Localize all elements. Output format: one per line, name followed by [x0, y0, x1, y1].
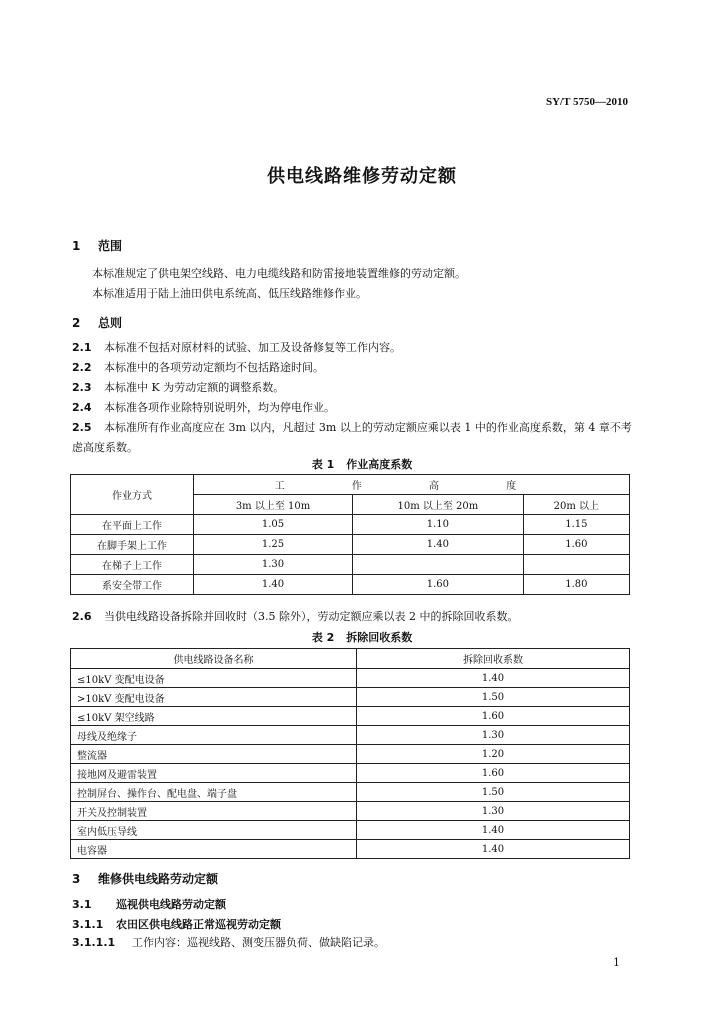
row-value: 1.10 [353, 515, 524, 535]
table-row [71, 575, 630, 595]
table-row [71, 764, 630, 783]
section-title: 总则 [98, 316, 123, 330]
row-device-name: ≤10kV 架空线路 [71, 707, 357, 726]
clause-text: 本标准各项作业除特别说明外，均为停电作业。 [104, 401, 335, 414]
row-value: 1.40 [353, 535, 524, 555]
clause-2-4 [72, 398, 632, 418]
row-coefficient: 1.20 [357, 745, 630, 764]
clause-2-6 [72, 607, 632, 627]
row-coefficient: 1.50 [357, 783, 630, 802]
clause-text: 当供电线路设备拆除并回收时（3.5 除外），劳动定额应乘以表 2 中的拆除回收系数。 [104, 610, 519, 623]
table-row [71, 535, 630, 555]
table-2-caption [0, 629, 724, 645]
subsection-number: 3.1.1 [72, 918, 104, 931]
row-device-name: 室内低压导线 [71, 821, 357, 840]
row-coefficient: 1.60 [357, 764, 630, 783]
row-value: 1.05 [194, 515, 353, 535]
table-row [71, 783, 630, 802]
row-method: 在梯子上工作 [71, 555, 194, 575]
row-coefficient: 1.30 [357, 726, 630, 745]
row-coefficient: 1.30 [357, 802, 630, 821]
table-2-removal-coefficients [70, 648, 630, 859]
header-height: 工 作 高 度 [194, 475, 630, 495]
clause-text: 本标准中 K 为劳动定额的调整系数。 [104, 381, 285, 394]
row-coefficient: 1.60 [357, 707, 630, 726]
caption-number: 表 2 [311, 631, 335, 644]
section-2-heading [72, 314, 122, 331]
row-device-name: 整流器 [71, 745, 357, 764]
header-method: 作业方式 [71, 475, 194, 515]
section-1-para-2: 本标准适用于陆上油田供电系统高、低压线路维修作业。 [92, 287, 367, 300]
section-number: 3 [72, 872, 81, 886]
clause-text: 本标准不包括对原材料的试验、加工及设备修复等工作内容。 [104, 341, 401, 354]
clause-2-2 [72, 358, 632, 378]
table-row [71, 515, 630, 535]
row-value: 1.15 [523, 515, 629, 535]
standard-code: SY/T 5750—2010 [545, 96, 628, 108]
table-row [71, 688, 630, 707]
section-1-para-1: 本标准规定了供电架空线路、电力电缆线路和防雷接地装置维修的劳动定额。 [92, 267, 466, 280]
table-row [71, 802, 630, 821]
row-value: 1.60 [523, 535, 629, 555]
table-header-row [71, 475, 630, 495]
subsection-3-1 [72, 896, 226, 912]
section-1-heading [72, 237, 122, 254]
row-device-name: 开关及控制装置 [71, 802, 357, 821]
clause-number: 2.4 [72, 401, 92, 414]
row-coefficient: 1.40 [357, 669, 630, 688]
subsection-title: 巡视供电线路劳动定额 [116, 898, 226, 911]
row-value [353, 555, 524, 575]
clause-text: 本标准中的各项劳动定额均不包括路途时间。 [104, 361, 324, 374]
clause-number: 2.2 [72, 361, 92, 374]
clause-2-1 [72, 338, 632, 358]
clause-number: 2.1 [72, 341, 92, 354]
table-row [71, 840, 630, 859]
clause-2-5 [72, 418, 632, 458]
clause-3-1-1-1 [72, 933, 632, 953]
header-device-name: 供电线路设备名称 [71, 649, 357, 669]
table-header-row [71, 649, 630, 669]
row-value: 1.30 [194, 555, 353, 575]
row-device-name: 接地网及避雷装置 [71, 764, 357, 783]
table-row [71, 726, 630, 745]
table-row [71, 707, 630, 726]
table-row [71, 821, 630, 840]
table-1-height-coefficients [70, 474, 630, 595]
row-device-name: >10kV 变配电设备 [71, 688, 357, 707]
section-number: 2 [72, 316, 81, 330]
clause-number: 3.1.1.1 [72, 936, 116, 949]
document-title: 供电线路维修劳动定额 [267, 166, 457, 187]
caption-number: 表 1 [311, 458, 335, 471]
clause-text: 工作内容：巡视线路、测变压器负荷、做缺陷记录。 [132, 936, 385, 949]
row-coefficient: 1.40 [357, 840, 630, 859]
subheader-col-2: 10m 以上至 20m [353, 495, 524, 515]
clause-text: 本标准所有作业高度应在 3m 以内，凡超过 3m 以上的劳动定额应乘以表 1 中的作业高度系数，第 4 章不考虑高度系数。 [72, 421, 632, 454]
row-coefficient: 1.40 [357, 821, 630, 840]
table-row [71, 745, 630, 764]
section-3-heading [72, 870, 218, 887]
row-device-name: ≤10kV 变配电设备 [71, 669, 357, 688]
section-number: 1 [72, 239, 81, 253]
row-method: 系安全带工作 [71, 575, 194, 595]
row-device-name: 母线及绝缘子 [71, 726, 357, 745]
table-1-caption [0, 456, 724, 472]
row-device-name: 电容器 [71, 840, 357, 859]
row-value: 1.40 [194, 575, 353, 595]
table-row [71, 669, 630, 688]
row-method: 在脚手架上工作 [71, 535, 194, 555]
subsection-number: 3.1 [72, 898, 92, 911]
row-value: 1.25 [194, 535, 353, 555]
clause-number: 2.3 [72, 381, 92, 394]
header-coefficient: 拆除回收系数 [357, 649, 630, 669]
section-title: 范围 [98, 239, 123, 253]
table-row [71, 555, 630, 575]
subheader-col-3: 20m 以上 [523, 495, 629, 515]
row-value [523, 555, 629, 575]
subsection-3-1-1 [72, 916, 281, 932]
subheader-col-1: 3m 以上至 10m [194, 495, 353, 515]
row-coefficient: 1.50 [357, 688, 630, 707]
section-title: 维修供电线路劳动定额 [98, 872, 219, 886]
clause-number: 2.6 [72, 610, 92, 623]
page-number: 1 [613, 956, 620, 969]
row-device-name: 控制屏台、操作台、配电盘、端子盘 [71, 783, 357, 802]
caption-title: 作业高度系数 [346, 458, 413, 471]
clause-number: 2.5 [72, 421, 92, 434]
clause-2-3 [72, 378, 632, 398]
row-method: 在平面上工作 [71, 515, 194, 535]
subsection-title: 农田区供电线路正常巡视劳动定额 [116, 918, 281, 931]
row-value: 1.80 [523, 575, 629, 595]
row-value: 1.60 [353, 575, 524, 595]
caption-title: 拆除回收系数 [346, 631, 413, 644]
